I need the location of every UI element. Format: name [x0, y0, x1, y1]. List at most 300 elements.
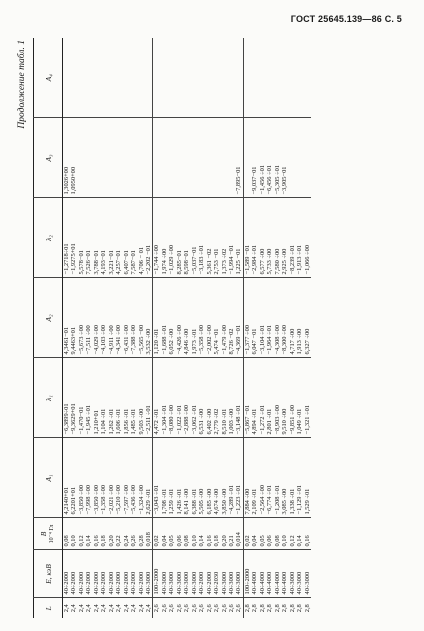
cell-lambda2: 2,753 −01	[213, 198, 220, 278]
cell-lambda2: 3,221−01	[108, 198, 115, 278]
table-row	[161, 38, 168, 618]
cell-a4	[138, 38, 145, 118]
cell-a4	[63, 38, 71, 118]
cell-lambda1: −1,022 ÷01	[176, 358, 183, 438]
cell-a2: 4,846 ÷00	[183, 278, 190, 358]
cell-l: 2,4	[130, 598, 137, 618]
cell-a1: −3,850 ÷00	[93, 438, 100, 518]
cell-l: 2,6	[153, 598, 161, 618]
cell-l: 2,8	[281, 598, 288, 618]
cell-a1: −1,223 ÷01	[235, 438, 243, 518]
table-row	[213, 38, 220, 618]
cell-l: 2,4	[85, 598, 92, 618]
table-row	[243, 38, 251, 618]
cell-a1: 6,388 ÷01	[191, 438, 198, 518]
cell-a4	[183, 38, 190, 118]
cell-a3	[176, 118, 183, 198]
cell-a3	[168, 118, 175, 198]
cell-a2: 6,047 −01	[251, 278, 258, 358]
cell-a4	[235, 38, 243, 118]
cell-lambda1: −9,3629+01	[70, 358, 77, 438]
cell-a4	[213, 38, 220, 118]
cell-a1: −5,210 ÷00	[115, 438, 122, 518]
cell-a1: 1,259 ÷01	[168, 438, 175, 518]
cell-a4	[266, 38, 273, 118]
cell-e: 40÷3000	[289, 550, 296, 598]
cell-a2: 4,3461−01	[63, 278, 71, 358]
cell-a1: −3,043 ÷01	[153, 438, 161, 518]
cell-a1: 1,708 ÷01	[161, 438, 168, 518]
cell-a3: −7,895−01	[235, 118, 243, 198]
cell-e: 40÷2000	[93, 550, 100, 598]
cell-a2: −4,911 ÷00	[108, 278, 115, 358]
rotated-table-block	[15, 38, 410, 618]
cell-a2: −4,308 ÷00	[274, 278, 281, 358]
cell-lambda2: 1,373 ÷02	[221, 198, 228, 278]
cell-e: 40÷4000	[281, 550, 288, 598]
cell-lambda1: −1,945 ÷01	[85, 358, 92, 438]
cell-lambda1: −1,304 ÷01	[161, 358, 168, 438]
cell-a1: −1,129 ÷01	[296, 438, 303, 518]
cell-e: 40÷2000	[138, 550, 145, 598]
cell-a1: −1,324 ÷00	[138, 438, 145, 518]
cell-a4	[206, 38, 213, 118]
cell-a1: 1,426 ÷01	[176, 438, 183, 518]
cell-lambda1: −2,888 ÷00	[183, 358, 190, 438]
table-row	[145, 38, 153, 618]
cell-a1: 6,2201+01	[70, 438, 77, 518]
cell-e: 40÷4000	[259, 550, 266, 598]
cell-e: 40÷4000	[274, 550, 281, 598]
cell-b: 0,04	[161, 518, 168, 550]
table-row	[63, 38, 71, 618]
cell-a2: −6,431 ÷00	[123, 278, 130, 358]
cell-e: 40÷2000	[130, 550, 137, 598]
cell-a1: −5,436 ÷00	[130, 438, 137, 518]
table-row	[108, 38, 115, 618]
cell-a3	[161, 118, 168, 198]
cell-a2: 6,327 ÷00	[304, 278, 311, 358]
cell-a1: 3,085 ÷00	[281, 438, 288, 518]
cell-a4	[304, 38, 311, 118]
cell-a4	[251, 38, 258, 118]
cell-e: 40÷3000	[168, 550, 175, 598]
cell-lambda2: −8,239 ÷01	[289, 198, 296, 278]
cell-a3	[228, 118, 235, 198]
cell-e: 40÷2000	[198, 550, 205, 598]
table-row	[115, 38, 122, 618]
header-a4: A₄	[34, 38, 63, 118]
table-row	[93, 38, 100, 618]
cell-lambda1: −1,272 ÷01	[259, 358, 266, 438]
cell-l: 2,4	[145, 598, 153, 618]
cell-lambda2: 5,578−01	[78, 198, 85, 278]
header-a2: A₂	[34, 278, 63, 358]
cell-b: 0,08	[63, 518, 71, 550]
cell-b: 0,08	[183, 518, 190, 550]
cell-lambda1: −2,511 ÷01	[145, 358, 153, 438]
cell-a3	[115, 118, 122, 198]
cell-a3: −1,456 ÷01	[259, 118, 266, 198]
cell-lambda1: 4,472 ÷01	[153, 358, 161, 438]
cell-a4	[130, 38, 137, 118]
cell-a1: 5,505 ÷00	[198, 438, 205, 518]
header-a3: A₃	[34, 118, 63, 198]
header-b-symbol: B	[39, 531, 48, 537]
cell-l: 2,8	[243, 598, 251, 618]
cell-lambda1: 4,894 ÷01	[251, 358, 258, 438]
cell-a3	[108, 118, 115, 198]
cell-lambda2: 7,526−01	[85, 198, 92, 278]
cell-a3	[198, 118, 205, 198]
cell-l: 2,6	[183, 598, 190, 618]
table-row	[296, 38, 303, 618]
cell-a2: −4,426 ÷00	[176, 278, 183, 358]
cell-lambda2: −5,037−01	[191, 198, 198, 278]
header-l: L	[34, 598, 63, 618]
cell-lambda1: 6,402 ÷00	[206, 358, 213, 438]
cell-a1: 4,674 ÷00	[213, 438, 220, 518]
cell-a4	[281, 38, 288, 118]
cell-lambda1: 1,856 ÷01	[123, 358, 130, 438]
table-row	[153, 38, 161, 618]
cell-lambda1: −3,148 ÷01	[235, 358, 243, 438]
cell-l: 2,6	[161, 598, 168, 618]
cell-e: 40÷2000	[108, 550, 115, 598]
cell-a3: −3,905−01	[281, 118, 288, 198]
cell-b: 0,22	[115, 518, 122, 550]
cell-a4	[153, 38, 161, 118]
cell-lambda1: −6,3899÷01	[63, 358, 71, 438]
cell-a2: −7,388 ÷00	[130, 278, 137, 358]
cell-l: 2,4	[63, 598, 71, 618]
cell-a3: 1,0950+00	[70, 118, 77, 198]
cell-a2: 4,717 ÷00	[289, 278, 296, 358]
table-row	[168, 38, 175, 618]
cell-b: 0,14	[198, 518, 205, 550]
cell-a2: −4,341 ÷00	[115, 278, 122, 358]
cell-a3	[243, 118, 251, 198]
cell-l: 2,4	[108, 598, 115, 618]
cell-lambda1: 8,510 ÷01	[221, 358, 228, 438]
cell-a1: −1,358 ÷00	[100, 438, 107, 518]
cell-e: 40÷2000	[123, 550, 130, 598]
cell-a4	[78, 38, 85, 118]
table-row	[251, 38, 258, 618]
cell-a3: −5,305 ÷01	[274, 118, 281, 198]
header-lambda2: λ₂	[34, 198, 63, 278]
cell-lambda2: 3,788−01	[93, 198, 100, 278]
cell-lambda1: −9,851 ÷00	[289, 358, 296, 438]
cell-lambda1: −1,321 ÷01	[304, 358, 311, 438]
cell-l: 2,4	[70, 598, 77, 618]
cell-a2: −4,029 ÷00	[93, 278, 100, 358]
table-row	[85, 38, 92, 618]
cell-a2: −8,300 ÷00	[281, 278, 288, 358]
cell-e: 40÷2000	[63, 550, 71, 598]
cell-a2: 1,913 ÷00	[296, 278, 303, 358]
cell-a2: −5,358 ÷00	[198, 278, 205, 358]
cell-a1: 2,109 ÷01	[251, 438, 258, 518]
header-e: E, кэВ	[34, 550, 63, 598]
cell-a3: 1,3026+00	[63, 118, 71, 198]
cell-a4	[70, 38, 77, 118]
cell-a2: −1,377 ÷00	[243, 278, 251, 358]
cell-a2: −2,002 ÷00	[206, 278, 213, 358]
cell-a1: −6,774 ÷01	[266, 438, 273, 518]
cell-a4	[243, 38, 251, 118]
cell-l: 2,4	[123, 598, 130, 618]
cell-e: 40÷3000	[221, 550, 228, 598]
cell-b: 0,26	[130, 518, 137, 550]
cell-lambda1: 1,049 ÷01	[296, 358, 303, 438]
cell-l: 2,4	[138, 598, 145, 618]
cell-b: 0,12	[78, 518, 85, 550]
cell-e: 40÷2000	[70, 550, 77, 598]
cell-e: 40÷3000	[296, 550, 303, 598]
page-header: ГОСТ 25645.139—86 С. 5	[290, 14, 402, 24]
cell-a4	[100, 38, 107, 118]
table-row	[70, 38, 77, 618]
cell-a1: 2,629 ÷01	[145, 438, 153, 518]
cell-l: 2,8	[304, 598, 311, 618]
cell-e: 40÷3000	[145, 550, 153, 598]
cell-e: 40÷2000	[100, 550, 107, 598]
cell-a2: −1,479 ÷00	[221, 278, 228, 358]
cell-a3	[221, 118, 228, 198]
table-row	[176, 38, 183, 618]
cell-e: 40÷3000	[176, 550, 183, 598]
cell-b: 0,20	[108, 518, 115, 550]
cell-a4	[168, 38, 175, 118]
cell-e: 40÷4000	[266, 550, 273, 598]
cell-a4	[145, 38, 153, 118]
cell-a4	[274, 38, 281, 118]
cell-e: 40÷3000	[183, 550, 190, 598]
cell-a2: 5,474 −01	[213, 278, 220, 358]
cell-b: 0,10	[70, 518, 77, 550]
cell-a3	[289, 118, 296, 198]
cell-a2: 1,120 ÷01	[153, 278, 161, 358]
cell-lambda1: 6,531 ÷00	[198, 358, 205, 438]
cell-a4	[176, 38, 183, 118]
cell-lambda2: −1,913 ÷01	[296, 198, 303, 278]
cell-a1: −2,021 ÷00	[108, 438, 115, 518]
cell-a1: −7,597 ÷00	[123, 438, 130, 518]
cell-a3: −9,037−01	[251, 118, 258, 198]
cell-a2: −4,103 ÷00	[100, 278, 107, 358]
cell-a3	[191, 118, 198, 198]
cell-lambda1: 1,262 ÷01	[108, 358, 115, 438]
cell-lambda1: −5,867 −01	[243, 358, 251, 438]
cell-l: 2,6	[213, 598, 220, 618]
cell-e: 40÷2000	[115, 550, 122, 598]
cell-l: 2,4	[78, 598, 85, 618]
cell-b: 0,12	[289, 518, 296, 550]
cell-e: 40÷4000	[251, 550, 258, 598]
table-row	[281, 38, 288, 618]
cell-a3	[153, 118, 161, 198]
cell-a4	[289, 38, 296, 118]
cell-e: 100÷2000	[243, 550, 251, 598]
cell-a3	[100, 118, 107, 198]
cell-b: 0,18	[213, 518, 220, 550]
cell-a2: 1,973 ÷01	[191, 278, 198, 358]
cell-lambda2: 7,580 ÷00	[274, 198, 281, 278]
table-row	[78, 38, 85, 618]
cell-b: 0,21	[228, 518, 235, 550]
cell-lambda1: 9,510 ÷00	[281, 358, 288, 438]
cell-a2: −3,104 ÷01	[259, 278, 266, 358]
cell-b: 0,14	[296, 518, 303, 550]
cell-lambda1: −3,062 ÷01	[191, 358, 198, 438]
cell-a2: 6,052 ÷00	[168, 278, 175, 358]
cell-b: 0,10	[191, 518, 198, 550]
cell-a1: −7,998 ÷00	[85, 438, 92, 518]
cell-a3	[130, 118, 137, 198]
cell-a2: −5,673 ÷00	[78, 278, 85, 358]
cell-l: 2,6	[206, 598, 213, 618]
cell-a4	[221, 38, 228, 118]
cell-a1: 1,529 ÷01	[304, 438, 311, 518]
cell-b: 0,02	[153, 518, 161, 550]
cell-a3	[145, 118, 153, 198]
header-lambda1: λ₁	[34, 358, 63, 438]
cell-lambda1: 1,485 ÷01	[130, 358, 137, 438]
cell-a1: 6,185 ÷00	[206, 438, 213, 518]
cell-l: 2,6	[191, 598, 198, 618]
data-table	[33, 38, 311, 618]
cell-lambda2: 5,361 −02	[206, 198, 213, 278]
cell-l: 2,6	[228, 598, 235, 618]
cell-a1: 4,2140+01	[63, 438, 71, 518]
cell-a4	[108, 38, 115, 118]
cell-b: 0,18	[100, 518, 107, 550]
cell-l: 2,8	[266, 598, 273, 618]
cell-e: 40÷3000	[304, 550, 311, 598]
cell-b: 0,06	[266, 518, 273, 550]
cell-lambda2: 6,577 ÷00	[259, 198, 266, 278]
cell-lambda2: 1,974 ÷00	[161, 198, 168, 278]
cell-lambda2: −1,994 −01	[228, 198, 235, 278]
cell-a2: −1,688 ÷01	[161, 278, 168, 358]
cell-lambda2: 8,598−01	[183, 198, 190, 278]
cell-b: 0,08	[274, 518, 281, 550]
cell-e: 100÷2000	[153, 550, 161, 598]
cell-e: 40÷2030	[213, 550, 220, 598]
cell-lambda2: −1,744 ÷00	[153, 198, 161, 278]
cell-a2: 9,4463+01	[70, 278, 77, 358]
cell-a2: −4,369 −01	[235, 278, 243, 358]
cell-a3	[213, 118, 220, 198]
cell-l: 2,4	[93, 598, 100, 618]
cell-a4	[259, 38, 266, 118]
cell-lambda2: 4,193−01	[100, 198, 107, 278]
cell-a3	[123, 118, 130, 198]
cell-b: 0,014	[235, 518, 243, 550]
cell-l: 2,6	[198, 598, 205, 618]
cell-lambda1: 9,503 ÷00	[138, 358, 145, 438]
table-body	[63, 38, 311, 618]
cell-b: 0,06	[176, 518, 183, 550]
cell-a4	[115, 38, 122, 118]
cell-lambda1: 1,606 ÷01	[115, 358, 122, 438]
cell-b: 0,16	[93, 518, 100, 550]
table-row	[123, 38, 130, 618]
cell-b: 0,14	[85, 518, 92, 550]
cell-a3	[78, 118, 85, 198]
cell-l: 2,8	[251, 598, 258, 618]
cell-lambda2: 2,925 ÷00	[281, 198, 288, 278]
cell-a3	[206, 118, 213, 198]
cell-a1: 1,338 ÷01	[289, 438, 296, 518]
cell-lambda2: 4,257−01	[115, 198, 122, 278]
cell-lambda1: −8,080 ÷00	[168, 358, 175, 438]
cell-a2: −7,511 ÷00	[85, 278, 92, 358]
table-header-row	[34, 38, 63, 618]
cell-b: 0,02	[243, 518, 251, 550]
cell-lambda2: −1,029 ÷00	[168, 198, 175, 278]
cell-b: 0,28	[138, 518, 145, 550]
table-row	[274, 38, 281, 618]
cell-a2: −1,964 ÷01	[266, 278, 273, 358]
cell-lambda1: −1,470−01	[78, 358, 85, 438]
cell-b: 0,16	[206, 518, 213, 550]
cell-b: 0,05	[168, 518, 175, 550]
cell-lambda2: 8,285−01	[176, 198, 183, 278]
table-row	[206, 38, 213, 618]
cell-a3	[296, 118, 303, 198]
cell-a2: −5,565 −00	[138, 278, 145, 358]
cell-a4	[228, 38, 235, 118]
cell-b: 0,10	[281, 518, 288, 550]
cell-a4	[85, 38, 92, 118]
cell-lambda1: 2,779 ÷02	[213, 358, 220, 438]
cell-a4	[198, 38, 205, 118]
table-row	[235, 38, 243, 618]
cell-l: 2,6	[221, 598, 228, 618]
table-row	[289, 38, 296, 618]
cell-a2: 8,726 −02	[228, 278, 235, 358]
cell-a4	[123, 38, 130, 118]
cell-lambda1: 1,003 ÷00	[228, 358, 235, 438]
cell-b: 0,05	[259, 518, 266, 550]
cell-a3	[85, 118, 92, 198]
table-row	[100, 38, 107, 618]
cell-a1: −4,289 ÷01	[228, 438, 235, 518]
cell-a1: −3,850 ÷00	[78, 438, 85, 518]
cell-e: 40÷2000	[206, 550, 213, 598]
cell-a3	[93, 118, 100, 198]
cell-lambda1: 1,104 ÷01	[100, 358, 107, 438]
cell-a4	[296, 38, 303, 118]
cell-lambda2: −2,202 −01	[145, 198, 153, 278]
cell-lambda2: 4,706 − 01	[138, 198, 145, 278]
cell-e: 40÷3000	[191, 550, 198, 598]
cell-a2: 3,532 ÷00	[145, 278, 153, 358]
cell-a1: −1,208 ÷01	[274, 438, 281, 518]
cell-b: 0,018	[145, 518, 153, 550]
header-a1: A₁	[34, 438, 63, 518]
cell-lambda1: 2,801 ÷01	[266, 358, 273, 438]
table-row	[198, 38, 205, 618]
cell-e: 40÷3000	[228, 550, 235, 598]
cell-lambda1: 1,210+01	[93, 358, 100, 438]
cell-lambda2: 7,587−01	[130, 198, 137, 278]
cell-lambda2: 6,407−01	[123, 198, 130, 278]
cell-lambda1: −8,903 ÷00	[274, 358, 281, 438]
continuation-caption: Продолжение табл. 1	[17, 40, 27, 129]
